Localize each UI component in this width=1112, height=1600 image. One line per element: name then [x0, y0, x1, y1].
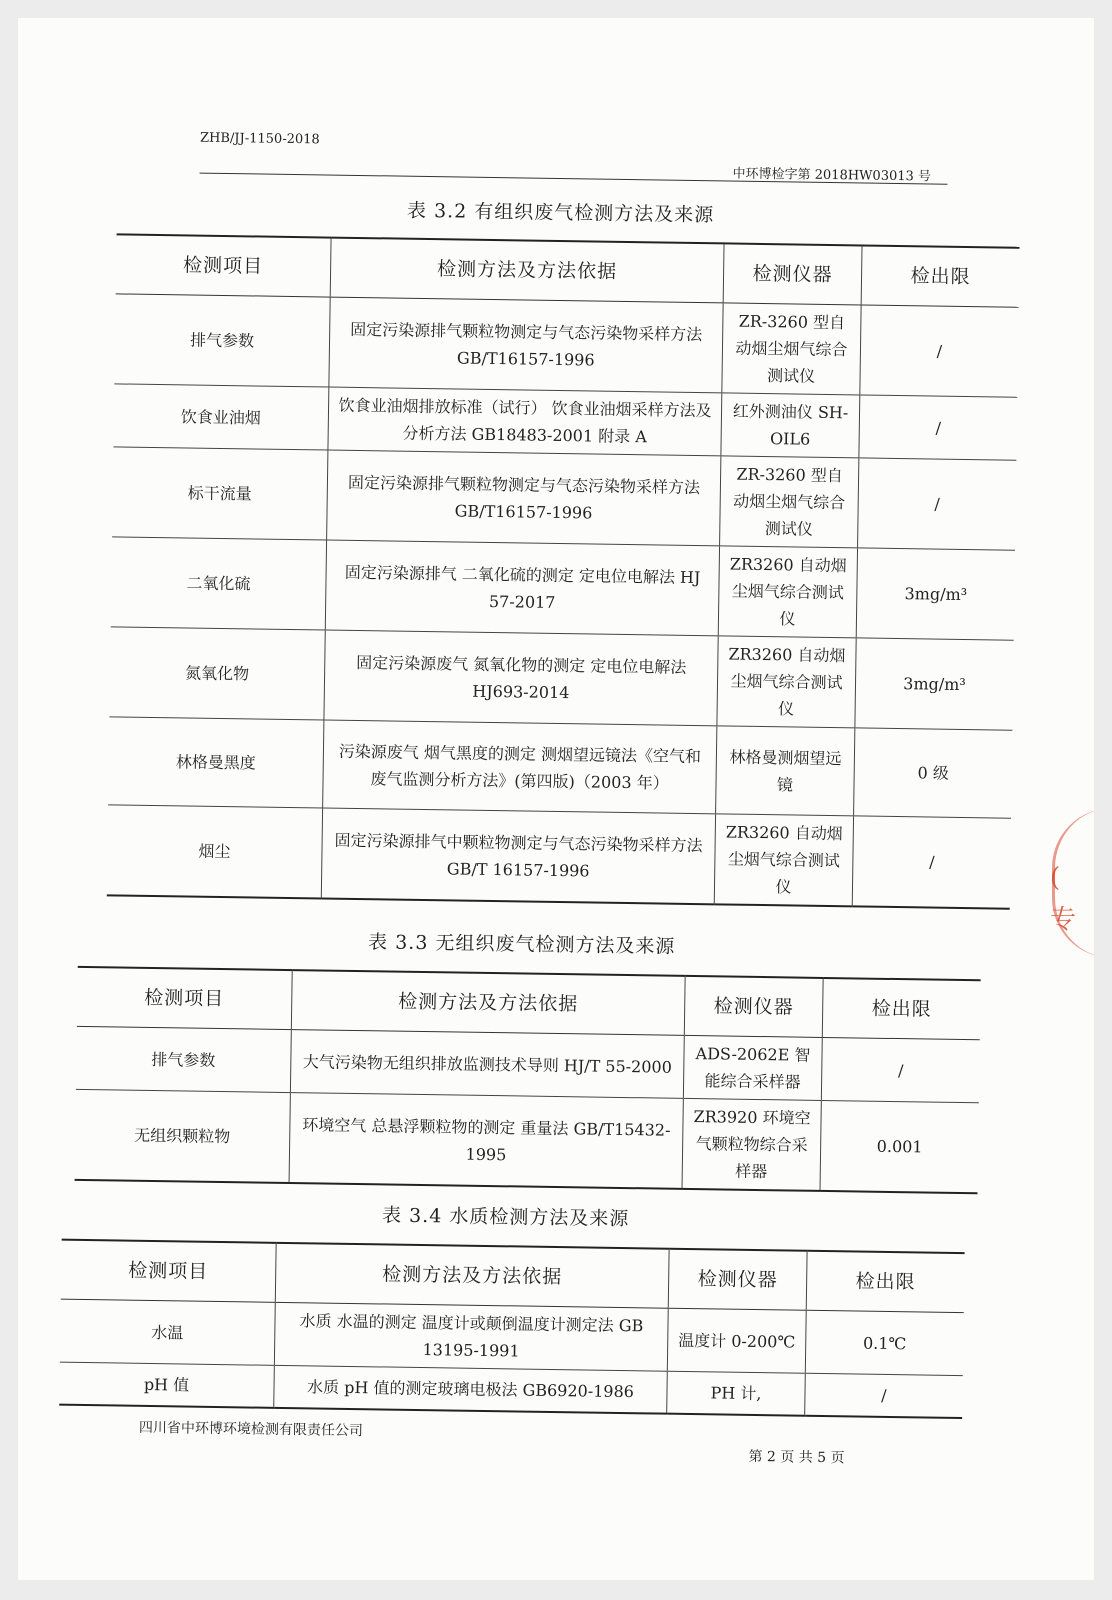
table-3-3 — [75, 966, 981, 1194]
column-header-limit: 检出限 — [861, 245, 1019, 307]
table-row — [114, 294, 1018, 397]
cell-instrument: PH 计, — [667, 1371, 806, 1415]
cell-item: 烟尘 — [107, 805, 323, 899]
cell-item: pH 值 — [59, 1362, 274, 1407]
cell-method: 固定污染源排气颗粒物测定与气态污染物采样方法 GB/T16157-1996 — [329, 297, 723, 393]
table-row — [108, 717, 1012, 818]
cell-instrument: 林格曼测烟望远镜 — [716, 726, 855, 816]
cell-item: 水温 — [60, 1299, 275, 1365]
cell-item: 标干流量 — [112, 447, 328, 540]
cell-limit: 0.001 — [820, 1100, 979, 1193]
cell-instrument: 温度计 0-200℃ — [667, 1308, 806, 1373]
cell-instrument: 红外测油仪 SH-OIL6 — [721, 393, 860, 458]
cell-instrument: ZR3260 自动烟尘烟气综合测试仪 — [714, 814, 853, 907]
table-3-2-caption: 表 3.2 有组织废气检测方法及来源 — [406, 199, 715, 227]
cell-method: 水质 pH 值的测定玻璃电极法 GB6920-1986 — [274, 1365, 668, 1413]
column-header-instrument: 检测仪器 — [723, 243, 862, 305]
cell-item: 林格曼黑度 — [108, 717, 324, 808]
document-page — [18, 18, 1094, 1580]
document-code: ZHB/JJ-1150-2018 — [199, 130, 320, 148]
column-header-limit: 检出限 — [806, 1251, 964, 1313]
table-3-2-body — [107, 294, 1019, 909]
cell-item: 氮氧化物 — [109, 627, 325, 720]
table-3-2 — [107, 233, 1020, 909]
cell-instrument: ADS-2062E 智能综合采样器 — [683, 1035, 822, 1100]
cell-method: 水质 水温的测定 温度计或颠倒温度计测定法 GB 13195-1991 — [274, 1302, 668, 1371]
cell-instrument: ZR3920 环境空气颗粒物综合采样器 — [682, 1098, 821, 1191]
cell-method: 污染源废气 烟气黑度的测定 测烟望远镜法《空气和废气监测分析方法》(第四版)（2003 年） — [323, 720, 717, 814]
cell-method: 大气污染物无组织排放监测技术导则 HJ/T 55-2000 — [290, 1030, 684, 1099]
column-header-item: 检测项目 — [77, 967, 292, 1030]
seal-char: ( — [1050, 863, 1061, 893]
column-header-limit: 检出限 — [822, 978, 980, 1040]
cell-method: 固定污染源废气 氮氧化物的测定 定电位电解法 HJ693-2014 — [324, 630, 718, 726]
cell-method: 固定污染源排气颗粒物测定与气态污染物采样方法 GB/T16157-1996 — [327, 450, 721, 546]
cell-limit: / — [860, 305, 1019, 397]
column-header-item: 检测项目 — [116, 234, 331, 297]
column-header-method: 检测方法及方法依据 — [330, 238, 724, 303]
table-row — [112, 447, 1016, 550]
cell-item: 无组织颗粒物 — [75, 1089, 291, 1183]
table-3-4 — [59, 1239, 964, 1419]
report-number: 中环博检字第 2018HW03013 号 — [732, 166, 932, 185]
red-seal-fragment — [1038, 808, 1094, 968]
cell-item: 排气参数 — [114, 294, 330, 387]
table-3-3-body — [75, 1026, 980, 1193]
column-header-method: 检测方法及方法依据 — [291, 970, 685, 1035]
cell-item: 排气参数 — [76, 1026, 291, 1092]
column-header-instrument: 检测仪器 — [668, 1249, 807, 1311]
table-row — [111, 537, 1015, 640]
cell-limit: / — [805, 1373, 963, 1417]
cell-limit: / — [858, 458, 1017, 550]
table-row — [109, 627, 1013, 730]
column-header-item: 检测项目 — [61, 1240, 276, 1303]
column-header-method: 检测方法及方法依据 — [275, 1243, 669, 1308]
cell-limit: 3mg/m³ — [856, 548, 1015, 640]
column-header-instrument: 检测仪器 — [684, 976, 823, 1038]
cell-limit: / — [821, 1037, 979, 1102]
cell-instrument: ZR-3260 型自动烟尘烟气综合测试仪 — [720, 456, 859, 548]
page-content — [7, 10, 1106, 1588]
cell-instrument: ZR3260 自动烟尘烟气综合测试仪 — [717, 636, 856, 728]
table-row — [75, 1089, 979, 1193]
table-3-4-body — [59, 1299, 963, 1417]
cell-method: 固定污染源排气中颗粒物测定与气态污染物采样方法 GB/T 16157-1996 — [321, 808, 715, 904]
cell-limit: 3mg/m³ — [855, 638, 1014, 730]
footer-company-name: 四川省中环博环境检测有限责任公司 — [138, 1419, 364, 1440]
cell-instrument: ZR-3260 型自动烟尘烟气综合测试仪 — [722, 303, 861, 395]
cell-method: 固定污染源排气 二氧化硫的测定 定电位电解法 HJ 57-2017 — [325, 540, 719, 636]
cell-method: 环境空气 总悬浮颗粒物的测定 重量法 GB/T15432-1995 — [289, 1093, 683, 1189]
cell-item: 饮食业油烟 — [113, 384, 328, 450]
cell-limit: 0 级 — [854, 728, 1013, 818]
table-row — [107, 805, 1011, 909]
cell-method: 饮食业油烟排放标准（试行） 饮食业油烟采样方法及分析方法 GB18483-2001 附录 A — [328, 387, 722, 456]
footer-page-number: 第 2 页 共 5 页 — [748, 1448, 845, 1467]
table-3-3-caption: 表 3.3 无组织废气检测方法及来源 — [367, 931, 676, 958]
cell-limit: 0.1℃ — [805, 1310, 963, 1375]
cell-instrument: ZR3260 自动烟尘烟气综合测试仪 — [718, 546, 857, 638]
cell-item: 二氧化硫 — [111, 537, 327, 630]
cell-limit: / — [852, 816, 1011, 909]
table-3-4-caption: 表 3.4 水质检测方法及来源 — [381, 1204, 630, 1231]
cell-limit: / — [859, 395, 1017, 460]
seal-char: 专 — [1050, 905, 1077, 935]
